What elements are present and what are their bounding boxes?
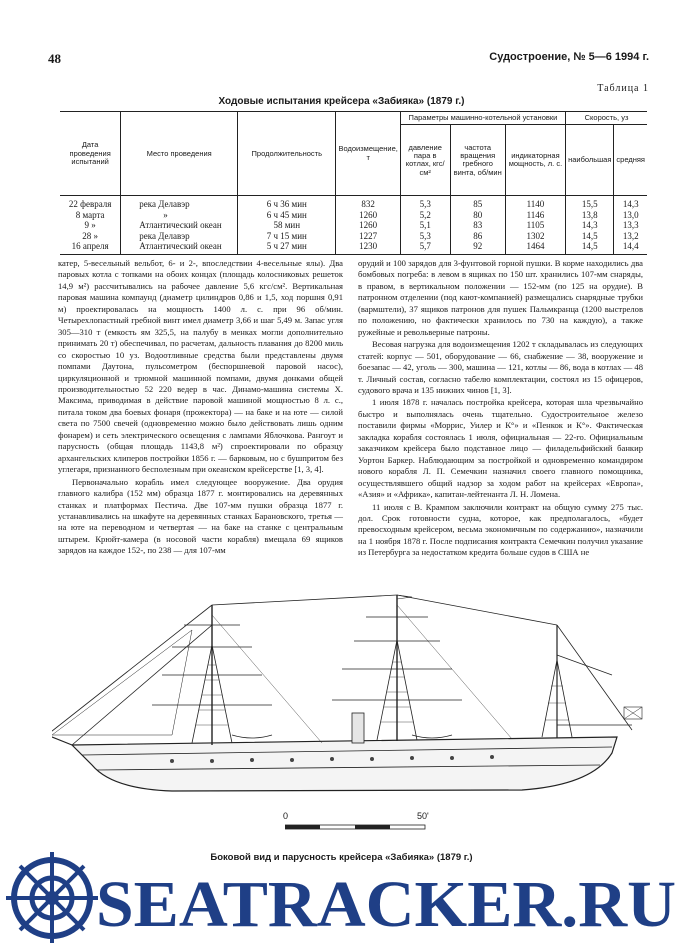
- header-duration: Продолжительность: [238, 112, 336, 196]
- cell-date: 22 февраля: [60, 196, 121, 210]
- cell-pressure: 5,3: [400, 196, 450, 210]
- seatracker-watermark: [0, 848, 683, 943]
- cell-place: река Делавэр: [121, 196, 238, 210]
- cell-displacement: 832: [336, 196, 400, 210]
- cell-duration: 5 ч 27 мин: [238, 241, 336, 254]
- page-number: 48: [48, 51, 61, 66]
- cell-pressure: 5,7: [400, 241, 450, 254]
- cell-pressure: 5,2: [400, 210, 450, 221]
- cell-rpm: 86: [450, 231, 505, 242]
- cell-mean-speed: 14,3: [622, 199, 639, 210]
- cell-date: 8 марта: [60, 210, 121, 221]
- cell-pressure: 5,3: [400, 231, 450, 242]
- table-title: Ходовые испытания крейсера «Забияка» (1879 г.): [218, 96, 465, 107]
- scale-end-label: 50': [417, 811, 429, 821]
- cell-duration: 6 ч 36 мин: [238, 196, 336, 210]
- ship-wheel-logo: [6, 852, 98, 943]
- cell-date: 28 »: [60, 231, 121, 242]
- watermark-text: SEATRACKER.RU: [96, 868, 676, 941]
- cell-mean-speed: 14,4: [614, 241, 647, 254]
- cell-max-speed: 15,5: [566, 196, 614, 210]
- header-pressure: давление пара в котлах, кгс/см²: [400, 125, 450, 196]
- paragraph: 1 июля 1878 г. началась постройка крейсера, которая шла чрезвычайно быстро и выполнялась очень тщательно. Судостроительное железо поставили фирмы «Моррис, Уилер и К°» и «Пенкок и К°». Фактическая закладка корабля состоялась 1 июля, официальная — 22-го. Официальным заказчиком крейсера было подставное лицо — филадельфийский банкир Уортон Баркер. Наблюдающим за постройкой и одновременно командиром нового корабля Л. П. Семечкин назначил своего главного помощника, осуществлявшего общий надзор за ходом работ на крейсерах «Европа», «Азия» и «Африка», капитан-лейтенанта Л. Н. Ломена.: [358, 397, 643, 500]
- cell-rpm: 92: [450, 241, 505, 254]
- cell-rpm: 85: [450, 196, 505, 210]
- header-max-speed: наибольшая: [566, 125, 614, 196]
- cell-date: 9 »: [60, 220, 121, 231]
- cell-mean-speed: 13,0: [622, 209, 639, 220]
- header-displacement: Водоизмещение, т: [336, 112, 400, 196]
- header-machinery-group: Параметры машинно-котельной установки: [400, 112, 565, 125]
- cell-max-speed: 14,5: [566, 241, 614, 254]
- cell-pressure: 5,1: [400, 220, 450, 231]
- header-place: Место проведения: [121, 112, 238, 196]
- cell-duration: 7 ч 15 мин: [238, 231, 336, 242]
- cell-power: 1105: [505, 220, 565, 231]
- header-speed-group: Скорость, уз: [566, 112, 647, 125]
- figure-caption: Боковой вид и парусность крейсера «Забияка» (1879 г.): [210, 852, 473, 863]
- header-date: Дата проведения испытаний: [60, 112, 121, 196]
- cell-max-speed: 13,8: [566, 210, 614, 221]
- scale-bar-graphic: [285, 815, 435, 839]
- cell-duration: 58 мин: [238, 220, 336, 231]
- cell-displacement: 1230: [336, 241, 400, 254]
- table-row: [60, 231, 647, 242]
- scale-bar: [283, 811, 435, 844]
- cell-displacement: 1260: [336, 220, 400, 231]
- right-text-column: [358, 258, 643, 559]
- header-mean-speed: средняя: [614, 125, 647, 196]
- cell-rpm: 80: [450, 210, 505, 221]
- table-label: Таблица 1: [597, 83, 649, 94]
- cell-power: 1464: [505, 241, 565, 254]
- journal-header: Судостроение, № 5—6 1994 г.: [489, 51, 649, 63]
- cell-power: 1146: [505, 210, 565, 221]
- cell-power: 1302: [505, 231, 565, 242]
- paragraph: 11 июля с В. Крампом заключили контракт на общую сумму 275 тыс. дол. Срок готовности судна, которое, как предполагалось, «будет превосходным крейсером, весьма экономичным по содержанию», назначили на 1 ноября 1878 г. После подписания контракта Семечкин получил указание из Петербурга за недостатком кредита больше судов в США не: [358, 501, 643, 558]
- cell-duration: 6 ч 45 мин: [238, 210, 336, 221]
- sea-trials-table: [60, 111, 647, 255]
- ship-side-view-drawing: [52, 585, 652, 810]
- cell-displacement: 1260: [336, 210, 400, 221]
- table-row: [60, 220, 647, 231]
- cell-displacement: 1227: [336, 231, 400, 242]
- cell-power: 1140: [505, 196, 565, 210]
- cell-place: река Делавэр: [121, 231, 238, 242]
- cell-mean-speed: 13,3: [622, 220, 639, 231]
- cell-max-speed: 14,3: [566, 220, 614, 231]
- cell-rpm: 83: [450, 220, 505, 231]
- cell-date: 16 апреля: [60, 241, 121, 254]
- left-text-column: [58, 258, 343, 557]
- paragraph: Первоначально корабль имел следующее вооружение. Два орудия главного калибра (152 мм) образца 1877 г. монтировались на деревянных станках и платформах Пестича. Две 107-мм пушки образца 1877 г. устанавливались на шкафуте на деревянных станках Барановского, третья — на юте на переводном и четвертая — на баке на станке с центральным штырем. Крюйт-камера (в носовой части корабля) вмещала 69 ящиков зарядов на каждое 152-, по 238 — для 107-мм: [58, 476, 343, 556]
- paragraph: катер, 5-весельный вельбот, 6- и 2-, впоследствии 4-весельные ялы). Два паровых котла с топками на обоих концах (площадь колосниковых решеток 14,9 м²) рассчитывались на рабочее давление 5,6 кгс/см². Вертикальная паровая машина компаунд (диаметр цилиндров 0,86 и 1,5, ход поршня 0,91 м) проектировалась на мощность 1400 л. с. при 96 об/мин. Четырехлопастный гребной винт имел диаметр 3,66 и шаг 5,49 м. Запас угля 305—310 т (емкость ям 325,5, на палубу в менках могли дополнительно принимать 20 т) обеспечивал, по расчетам, дальность плавания до 8200 миль со скоростью 10 уз. Водоотливные средства были представлены двумя помпами Даутона, пульсометром (беспоршневой паровой насос), циркуляционной и трюмной машинной помпами, двумя донками общей производительностью 52 220 ведер в час. Динамо-машина системы Х. Максима, приводимая в действие паровой машиной мощностью 8 л. с., питала током два боевых фонаря (прожектора) — на баке и на юте — силой света по 7500 свечей (одновременно можно было действовать лишь одним фонарем) и сеть электрического освещения с лампами Яблочкова. Рангоут и парусность (общая площадь 1143,8 м²) спроектировали по образцу архангельских клиперов постройки 1856 г. — барковым, но с бушпритом без углегаря, признанного бесполезным при океанском крейсерстве [1, 3, 4].: [58, 258, 343, 475]
- cell-place: »: [121, 210, 238, 221]
- table-row: [60, 210, 647, 221]
- cell-max-speed: 14,5: [566, 231, 614, 242]
- paragraph: Весовая нагрузка для водоизмещения 1202 т складывалась из следующих статей: корпус — 501, оборудование — 66, снабжение — 38, вооружение и боезапас — 42, уголь — 300, машина — 121, котлы — 86, вода в котлах — 48 т. Личный состав, согласно табелю комплектации, состоял из 15 офицеров, судового врача и 135 нижних чинов [1, 3].: [358, 339, 643, 395]
- scale-start-label: 0: [283, 811, 289, 821]
- paragraph: орудий и 100 зарядов для 3-фунтовой горной пушки. В корме находились два бомбовых погреба: в левом в ящиках по 150 шт. хранились 107-мм снаряды, в правом, в вертикальном положении — 152-мм (по 125 на орудие). В патронном отделении (под кают-компанией) размещались снарядные трубки (вармштели), 37 ящиков патронов для пушек Пальмкранца (1200 выстрелов по положению, но фактически хранилось по 730 на каждую), а также ружейные и револьверные патроны.: [358, 258, 643, 337]
- cell-place: Атлантический океан: [121, 241, 238, 254]
- cell-place: Атлантический океан: [121, 220, 238, 231]
- table-row: [60, 241, 647, 254]
- header-rpm: частота вращения гребного винта, об/мин: [450, 125, 505, 196]
- cell-mean-speed: 13,2: [622, 230, 639, 241]
- table-row: [60, 196, 647, 210]
- header-power: индикаторная мощность, л. с.: [505, 125, 565, 196]
